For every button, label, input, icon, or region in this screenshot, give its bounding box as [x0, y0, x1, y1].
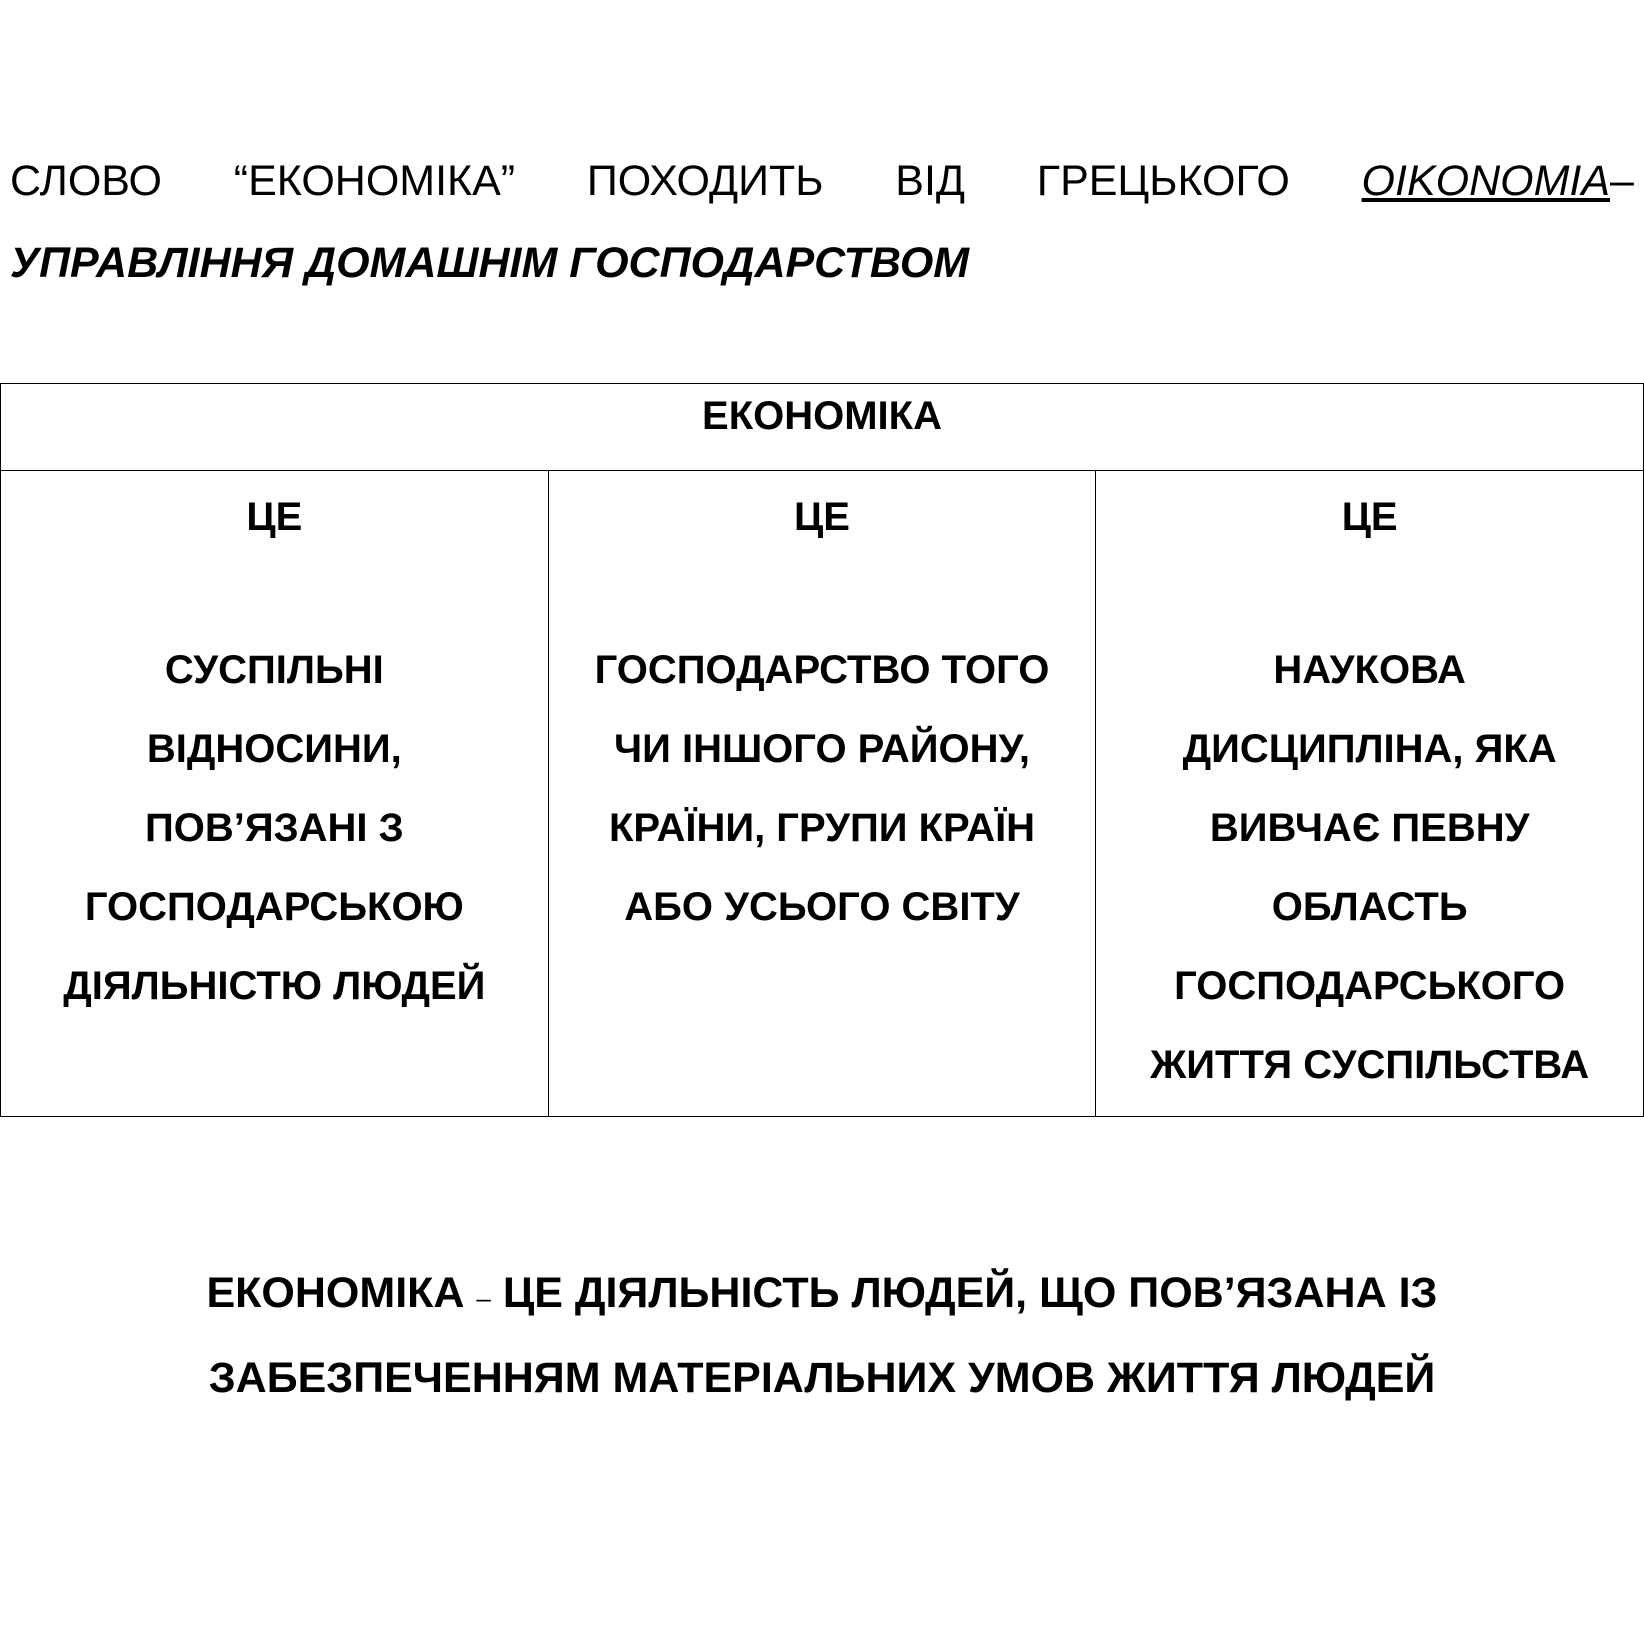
column-text [549, 631, 1096, 947]
economics-table [0, 383, 1644, 1117]
text-line: ДИСЦИПЛІНА, ЯКА [1182, 727, 1557, 771]
greek-term-group [1362, 140, 1634, 222]
text-line: СУСПІЛЬНІ [164, 648, 384, 692]
etymology-translation: УПРАВЛІННЯ ДОМАШНІМ ГОСПОДАРСТВОМ [10, 239, 970, 287]
intro-word: “ЕКОНОМІКА” [233, 157, 516, 205]
intro-word: ГРЕЦЬКОГО [1036, 157, 1290, 205]
definition-dash: – [476, 1283, 491, 1313]
definition-text: ЦЕ ДІЯЛЬНІСТЬ ЛЮДЕЙ, ЩО ПОВ’ЯЗАНА ІЗ [502, 1269, 1438, 1317]
intro-word: ПОХОДИТЬ [586, 157, 824, 205]
column-label: ЦЕ [246, 495, 303, 539]
text-line: ОБЛАСТЬ [1271, 885, 1468, 929]
definition-line-1 [0, 1253, 1644, 1338]
column-text [1096, 631, 1643, 1105]
text-line: ЖИТТЯ СУСПІЛЬСТВА [1150, 1043, 1590, 1087]
column-label: ЦЕ [794, 495, 850, 539]
column-text [1, 631, 548, 1026]
table-row [1, 471, 1644, 1117]
intro-word: ВІД [895, 157, 966, 205]
text-line: КРАЇНИ, ГРУПИ КРАЇН [608, 806, 1036, 850]
definition-term: ЕКОНОМІКА [206, 1269, 465, 1317]
text-line: ДІЯЛЬНІСТЮ ЛЮДЕЙ [63, 964, 486, 1008]
intro-word: СЛОВО [10, 157, 162, 205]
text-line: ВІДНОСИНИ, [146, 727, 402, 771]
column-label: ЦЕ [1341, 495, 1398, 539]
text-line: ГОСПОДАРСТВО ТОГО [594, 648, 1050, 692]
table-cell-social-relations [1, 471, 549, 1117]
etymology-paragraph [10, 140, 1634, 304]
greek-term: OIKONOMIA [1361, 157, 1611, 205]
text-line: НАУКОВА [1273, 648, 1466, 692]
text-line: АБО УСЬОГО СВІТУ [624, 885, 1020, 929]
table-cell-economy-of-region [548, 471, 1096, 1117]
etymology-line-1 [10, 140, 1634, 222]
table-header-row [1, 384, 1644, 471]
table-header: ЕКОНОМІКА [1, 384, 1644, 471]
text-line: ГОСПОДАРСЬКОЮ [84, 885, 464, 929]
economics-definition [0, 1253, 1644, 1418]
table-cell-scientific-discipline [1096, 471, 1644, 1117]
definition-line-2: ЗАБЕЗПЕЧЕННЯМ МАТЕРІАЛЬНИХ УМОВ ЖИТТЯ ЛЮДЕЙ [208, 1354, 1436, 1402]
text-line: ПОВ’ЯЗАНІ З [144, 806, 404, 850]
text-line: ЧИ ІНШОГО РАЙОНУ, [614, 727, 1030, 771]
intro-dash: – [1610, 157, 1634, 205]
text-line: ГОСПОДАРСЬКОГО [1174, 964, 1566, 1008]
text-line: ВИВЧАЄ ПЕВНУ [1209, 806, 1530, 850]
